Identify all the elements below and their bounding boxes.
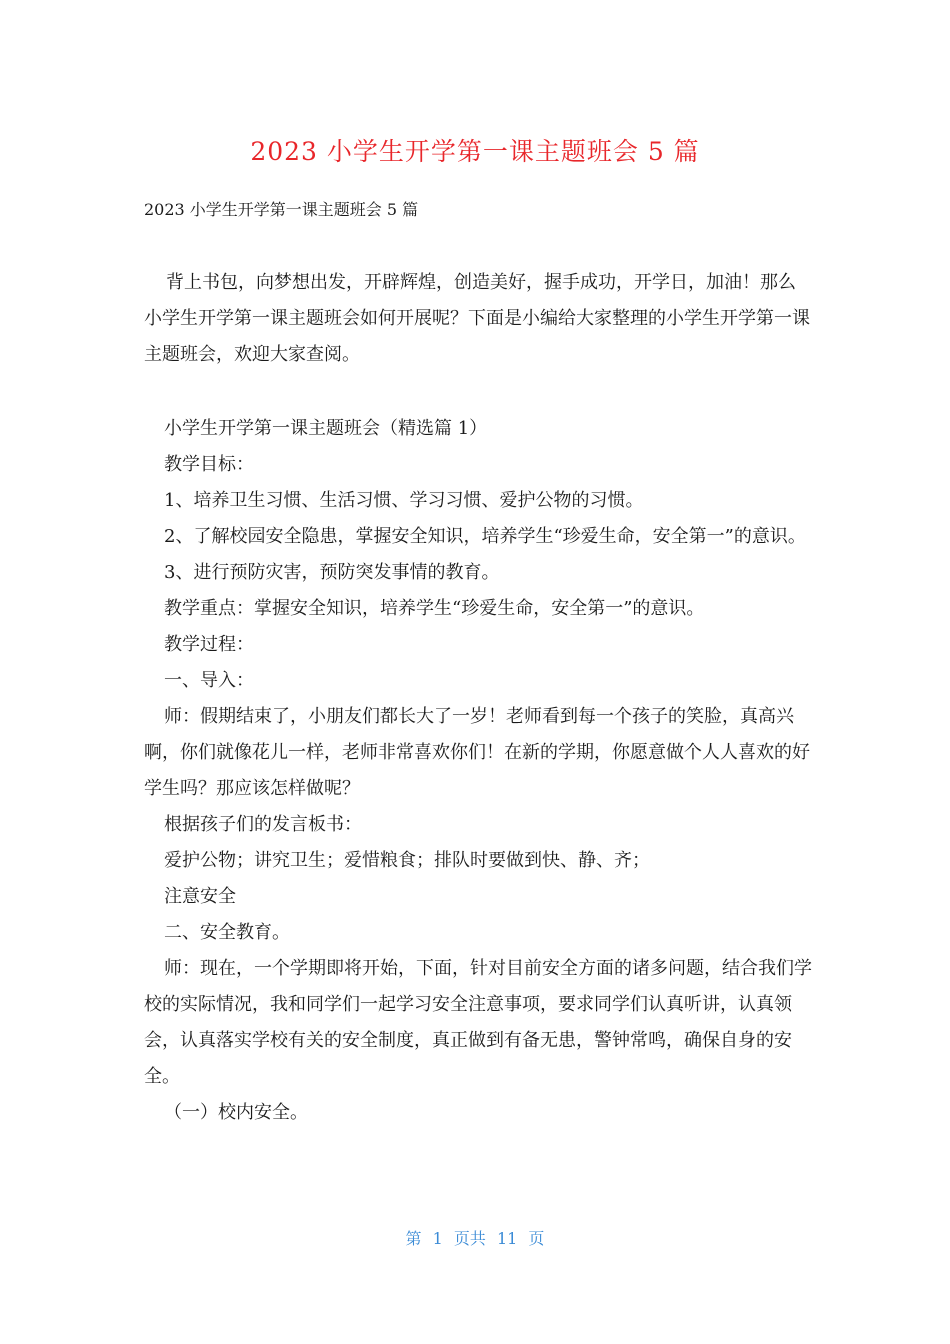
board-last-item: 注意安全 xyxy=(164,886,236,907)
teacher-paragraph-2: 师：现在，一个学期即将开始，下面，针对目前安全方面的诸多问题，结合我们学校的实际情况，我和同学们一起学习安全注意事项，要求同学们认真听讲，认真领会，认真落实学校有关的安全制度，真正做到有备无患，警钟常鸣，确保自身的安全。 xyxy=(144,958,812,1087)
board-label: 根据孩子们的发言板书： xyxy=(164,814,362,835)
document-title: 2023 小学生开学第一课主题班会 5 篇 xyxy=(250,137,700,166)
goal-item-1: 1、培养卫生习惯、生活习惯、学习习惯、爱护公物的习惯。 xyxy=(164,490,644,511)
part-1-title: 一、导入： xyxy=(164,670,254,691)
document-subtitle: 2023 小学生开学第一课主题班会 5 篇 xyxy=(144,200,419,219)
goal-item-2: 2、了解校园安全隐患，掌握安全知识，培养学生“珍爱生命，安全第一”的意识。 xyxy=(164,526,806,547)
page-footer: 第 1 页共 11 页 xyxy=(405,1229,545,1248)
teaching-focus: 教学重点：掌握安全知识，培养学生“珍爱生命，安全第一”的意识。 xyxy=(164,598,705,619)
subsection-title: （一）校内安全。 xyxy=(164,1102,308,1123)
process-label: 教学过程： xyxy=(164,634,254,655)
goals-label: 教学目标： xyxy=(164,454,254,475)
board-items: 爱护公物；讲究卫生；爱惜粮食；排队时要做到快、静、齐； xyxy=(164,850,650,871)
section-heading: 小学生开学第一课主题班会（精选篇 1） xyxy=(164,418,488,439)
teacher-paragraph-1: 师：假期结束了，小朋友们都长大了一岁！老师看到每一个孩子的笑脸，真高兴啊，你们就像花儿一样，老师非常喜欢你们！在新的学期，你愿意做个人人喜欢的好学生吗？那应该怎样做呢？ xyxy=(144,706,810,799)
intro-paragraph: 背上书包，向梦想出发，开辟辉煌，创造美好，握手成功，开学日，加油！那么小学生开学第一课主题班会如何开展呢？下面是小编给大家整理的小学生开学第一课主题班会，欢迎大家查阅。 xyxy=(144,272,810,365)
goal-item-3: 3、进行预防灾害，预防突发事情的教育。 xyxy=(164,562,500,583)
part-2-title: 二、安全教育。 xyxy=(164,922,290,943)
document-body xyxy=(144,265,812,1131)
spacer xyxy=(144,373,812,411)
